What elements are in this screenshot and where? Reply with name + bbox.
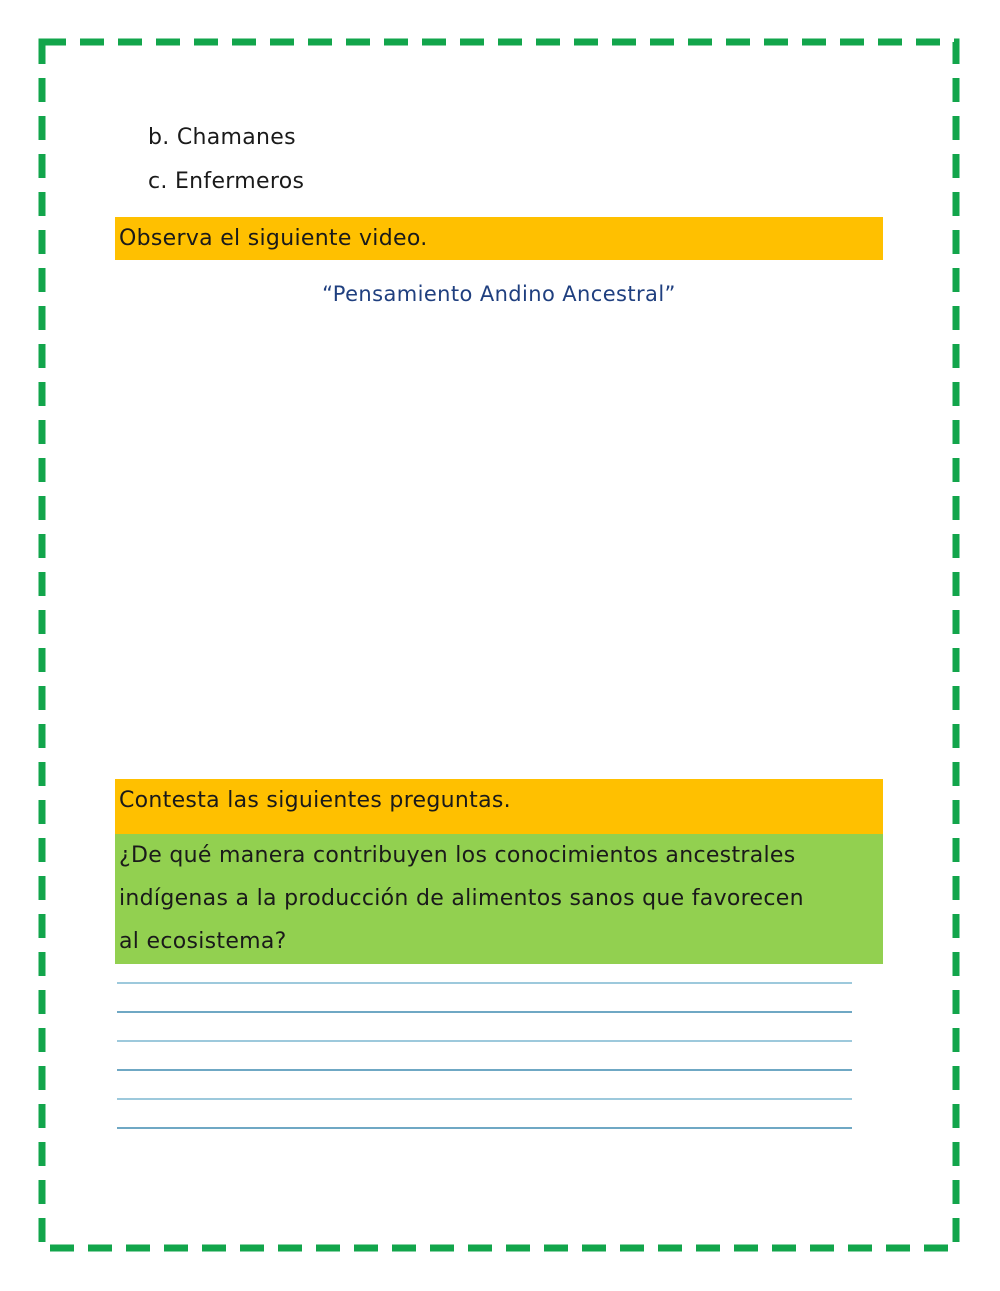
instruction-video-band [115, 217, 883, 260]
video-title: “Pensamiento Andino Ancestral” [322, 282, 676, 306]
question-line-3: al ecosistema? [119, 929, 287, 954]
option-c-enfermeros[interactable]: c. Enfermeros [148, 169, 305, 194]
answer-line [117, 982, 852, 984]
question-line-2: indígenas a la producción de alimentos sanos que favorecen [119, 886, 804, 911]
answer-line [117, 1127, 852, 1129]
answer-writing-area[interactable] [117, 972, 852, 1152]
option-b-chamanes[interactable]: b. Chamanes [148, 125, 296, 150]
answer-line [117, 1098, 852, 1100]
instruction-video-text: Observa el siguiente video. [119, 226, 428, 251]
question-line-1: ¿De qué manera contribuyen los conocimientos ancestrales [119, 843, 796, 868]
instruction-questions-text: Contesta las siguientes preguntas. [119, 788, 511, 813]
instruction-questions-band [115, 779, 883, 834]
video-embed-area[interactable] [300, 330, 700, 750]
answer-line [117, 1011, 852, 1013]
question-band [115, 834, 883, 964]
answer-line [117, 1040, 852, 1042]
answer-line [117, 1069, 852, 1071]
